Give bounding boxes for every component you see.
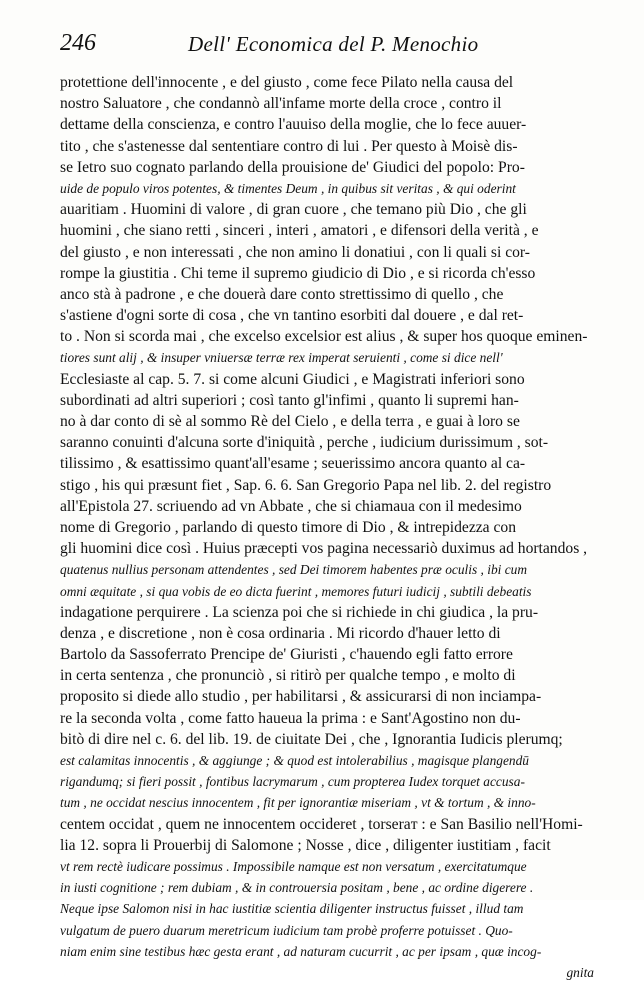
text-line: centem occidat , quem ne innocentem occideret , torseraт : e San Basilio nell'Homi- <box>60 815 583 833</box>
text-line: subordinati ad altri superiori ; così tanto gl'infimi , quanto li supremi han- <box>60 391 519 409</box>
text-line: niam enim sine testibus hæc gesta erant , ad naturam cucurrit , ac per ipsam , quæ incog- <box>60 943 542 959</box>
text-line: tito , che s'astenesse dal sententiare contro di lui . Per questo à Moisè dis- <box>60 137 518 155</box>
text-line: omni æquitate , si qua vobis de eo dicta fuerint , memores futuri iudicij , subtili debeatis <box>60 583 532 599</box>
text-line: tum , ne occidat nescius innocentem , fit per ignorantiæ miseriam , vt & tortum , & inno- <box>60 795 536 811</box>
text-line: vulgatum de puero duarum meretricum iudicium tam probè proferre potuisset . Quo- <box>60 922 513 938</box>
text-line: anco stà à padrone , e che douerà dare conto strettissimo di quello , che <box>60 285 504 303</box>
text-line: stigo , his qui præsunt fiet , Sap. 6. 6. San Gregorio Papa nel lib. 2. del registro <box>60 476 552 494</box>
text-line: se Ietro suo cognato parlando della prouisione de' Giudici del popolo: Pro- <box>60 158 525 176</box>
text-line: quatenus nullius personam attendentes , sed Dei timorem habentes præ oculis , ibi cum <box>60 562 528 578</box>
text-line: rompe la giustitia . Chi teme il supremo giudicio di Dio , e si ricorda ch'esso <box>60 264 536 282</box>
text-line: Neque ipse Salomon nisi in hac iustitiæ scientia diligenter instructus fuisset , illud tam <box>60 901 524 917</box>
text-line: proposito si diede allo studio , per habilitarsi , & assicurarsi di non inciampa- <box>60 688 542 706</box>
catchword: gnita <box>566 964 594 980</box>
text-line: tilissimo , & esattissimo quant'all'esame ; seuerissimo ancora quanto al ca- <box>60 455 526 473</box>
text-line: nome di Gregorio , parlando di questo timore di Dio , & intrepidezza con <box>60 518 516 536</box>
text-line: del giusto , e non interessati , che non amino li donatiui , con li quali si cor- <box>60 243 531 261</box>
page-header <box>60 30 600 64</box>
text-line: protettione dell'innocente , e del giusto , come fece Pilato nella causa del <box>60 74 514 91</box>
text-line: Bartolo da Sassoferrato Prencipe de' Giuristi , c'hauendo egli fatto errore <box>60 646 513 664</box>
running-title: Dell' Economica del P. Menochio <box>188 32 479 56</box>
text-line: lia 12. sopra li Prouerbij di Salomone ; Nosse , dice , diligenter iustitiam , facit <box>60 836 551 854</box>
text-line: bitò di dire nel c. 6. del lib. 19. de ciuitate Dei , che , Ignorantia Iudicis plerumq; <box>60 730 563 748</box>
text-line: no à dar conto di sè al sommo Rè del Cielo , e della terra , e guai à loro se <box>60 413 520 430</box>
text-line: dettame della conscienza, e contro l'auuiso della moglie, che lo fece auuer- <box>60 116 527 134</box>
text-line: to . Non si scorda mai , che excelso excelsior est alius , & super hos quoque eminen- <box>60 328 588 346</box>
text-line: denza , e discretione , non è cosa ordinaria . Mi ricordo d'hauer letto di <box>60 624 501 642</box>
text-line: huomini , che siano retti , sinceri , interi , amatori , e difensori della verità , e <box>60 222 539 240</box>
text-line: rigandumq; si fieri possit , fontibus lacrymarum , cum propterea Iudex torquet accusa- <box>60 774 525 790</box>
text-line: indagatione perquirere . La scienza poi che si richiede in chi giudica , la pru- <box>60 603 539 621</box>
text-line: in iusti cognitione ; rem dubiam , & in controuersia positam , bene , ac ordine digerere . <box>60 880 534 896</box>
text-line: in certa sentenza , che pronunciò , si ritirò per qualche tempo , e molto di <box>60 667 516 685</box>
text-line: est calamitas innocentis , & aggiunge ; & quod est intolerabilius , magisque plangendū <box>60 753 530 768</box>
text-line: all'Epistola 27. scriuendo ad vn Abbate , che si chiamaua con il medesimo <box>60 497 522 515</box>
text-line: uide de populo viros potentes, & timentes Deum , in quibus sit veritas , & qui oderint <box>60 180 516 196</box>
text-line: s'astiene d'ogni sorte di cosa , che vn tantino esorbiti dal douere , e dal ret- <box>60 307 524 325</box>
text-line: gli huomini dice così . Huius præcepti vos pagina necessariò duximus ad hortandos , <box>60 540 588 558</box>
text-line: vt rem rectè iudicare possimus . Impossibile namque est non versatum , exercitatumque <box>60 858 527 874</box>
body-text <box>60 72 594 983</box>
text-line: Ecclesiaste al cap. 5. 7. si come alcuni Giudici , e Magistrati inferiori sono <box>60 370 525 388</box>
text-line: auaritiam . Huomini di valore , di gran cuore , che temano più Dio , che gli <box>60 201 527 219</box>
text-line: tiores sunt alij , & insuper vniuersæ terræ rex imperat seruienti , come si dice nell' <box>60 350 503 366</box>
text-line: nostro Saluatore , che condannò all'infame morte della croce , contro il <box>60 95 502 113</box>
text-line: saranno conuinti d'alcuna sorte d'iniquità , perche , iudicium durissimum , sot- <box>60 434 549 452</box>
text-line: re la seconda volta , come fatto haueua la prima : e Sant'Agostino non du- <box>60 709 521 727</box>
page-number: 246 <box>60 30 96 56</box>
